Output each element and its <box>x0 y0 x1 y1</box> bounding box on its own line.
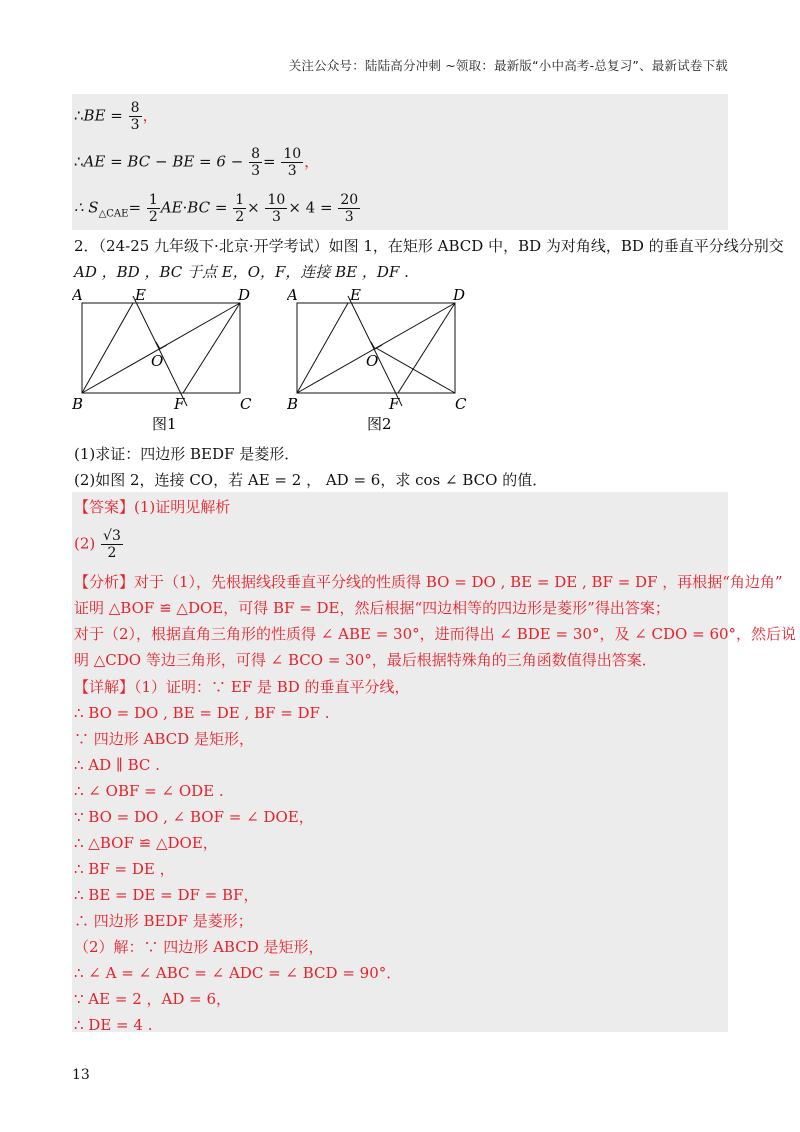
svg-text:A: A <box>287 286 298 304</box>
detail-line-12: ∵ AE = 2 ，AD = 6， <box>74 990 232 1008</box>
detail-line-7: ∴ BF = DE ， <box>74 860 175 878</box>
page-header: 关注公众号：陆陆高分冲刺 ~领取：最新版“小中高考-总复习”、最新试卷下载 <box>288 58 728 73</box>
answer-line-2: (2) $\frac{√3}{2}$ <box>74 528 121 561</box>
analysis-line-4: 明 △CDO 等边三角形，可得 ∠ BCO = 30°，最后根据特殊角的三角函数值得出答案． <box>74 651 657 669</box>
answer-line-1: 【答案】(1)证明见解析 <box>74 498 231 516</box>
detail-line-1: ∴ BO = DO , BE = DE , BF = DF . <box>74 704 330 722</box>
figure-1-caption: 图1 <box>152 415 177 433</box>
page-number: 13 <box>72 1067 90 1083</box>
label-B: B <box>72 395 84 413</box>
detail-line-5: ∵ BO = DO , ∠ BOF = ∠ DOE， <box>74 808 314 826</box>
detail-line-10: （2）解：∵ 四边形 ABCD 是矩形， <box>74 938 324 956</box>
label-O: O <box>151 352 164 370</box>
detail-line-8: ∴ BE = DE = DF = BF， <box>74 886 259 904</box>
problem-line-1: 2．（24-25 九年级下·北京·开学考试）如图 1，在矩形 ABCD 中，BD 为对角线，BD 的垂直平分线分别交 <box>74 237 784 255</box>
svg-text:F: F <box>389 395 400 413</box>
problem-line-2: AD ，BD ，BC 于点 E，O，F，连接 BE ，DF . <box>74 263 409 281</box>
analysis-line-3: 对于（2），根据直角三角形的性质得 ∠ ABE = 30°，进而得出 ∠ BDE = 30°，及 ∠ CDO = 60°，然后说 <box>74 625 797 643</box>
detail-line-3: ∴ AD ∥ BC . <box>74 756 160 774</box>
analysis-line-1: 【分析】对于（1），先根据线段垂直平分线的性质得 BO = DO , BE = DE , BF = DF ，再根据“角边角” <box>74 573 783 591</box>
label-F: F <box>174 395 185 413</box>
analysis-line-2: 证明 △BOF ≌ △DOE，可得 BF = DE，然后根据“四边相等的四边形是菱形”得出答案； <box>74 599 670 617</box>
detail-line-13: ∴ DE = 4 . <box>74 1016 153 1034</box>
detail-line-9: ∴ 四边形 BEDF 是菱形； <box>74 912 253 930</box>
solution-line-3: ∴ $S_{\triangle CAE}=$ $\frac{1}{2}$ AE·BC = $\frac{1}{2}$ × $\frac{10}{3}$ × 4 = $\frac{20}{3}$ <box>74 192 359 225</box>
figure-2 <box>287 286 487 436</box>
svg-text:B: B <box>287 395 299 413</box>
solution-line-2: ∴AE = BC − BE = 6 − $\frac{8}{3}$ = $\frac{10}{3}$ ， <box>74 146 320 179</box>
label-A: A <box>72 286 83 304</box>
question-2: (2)如图 2，连接 CO，若 AE = 2 ， AD = 6，求 cos ∠ BCO 的值． <box>74 471 548 489</box>
solution-line-1: ∴BE = $\frac{8}{3}$ ， <box>74 100 158 133</box>
detail-line-2: ∵ 四边形 ABCD 是矩形， <box>74 730 254 748</box>
label-C: C <box>240 395 252 413</box>
figure-2-caption: 图2 <box>367 415 392 433</box>
svg-text:E: E <box>350 286 361 304</box>
svg-text:O: O <box>366 352 379 370</box>
detail-line-11: ∴ ∠ A = ∠ ABC = ∠ ADC = ∠ BCD = 90°． <box>74 964 402 982</box>
figure-1 <box>72 286 272 436</box>
detail-line-0: 【详解】（1）证明：∵ EF 是 BD 的垂直平分线， <box>74 678 410 696</box>
label-E: E <box>135 286 146 304</box>
detail-line-6: ∴ △BOF ≌ △DOE， <box>74 834 218 852</box>
svg-text:D: D <box>453 286 466 304</box>
svg-text:C: C <box>455 395 467 413</box>
question-1: (1)求证：四边形 BEDF 是菱形． <box>74 445 300 463</box>
detail-line-4: ∴ ∠ OBF = ∠ ODE . <box>74 782 224 800</box>
label-D: D <box>238 286 251 304</box>
fraction: $\frac{8}{3}$ <box>130 100 140 133</box>
